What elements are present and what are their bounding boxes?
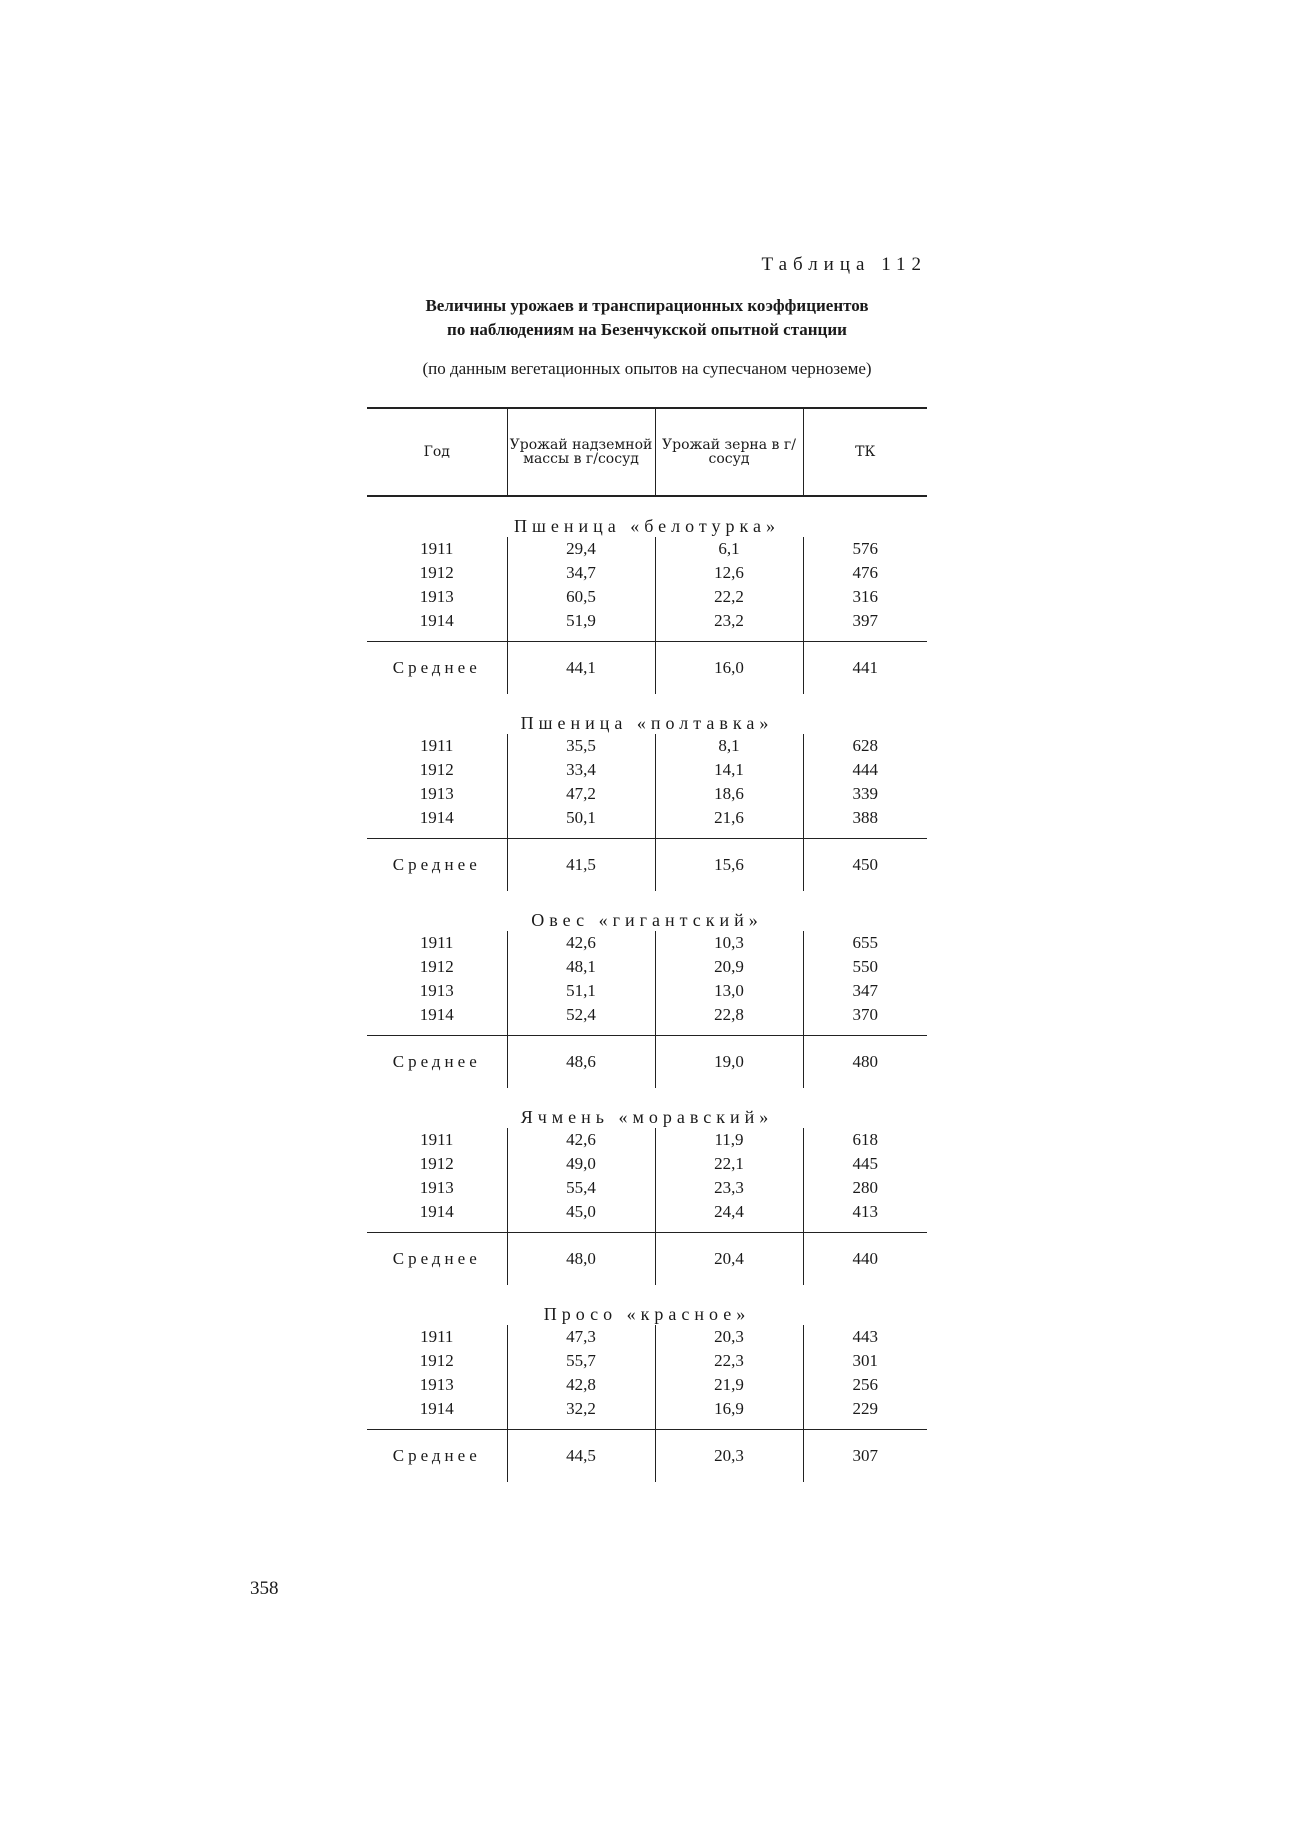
section-title: Пшеница «полтавка» xyxy=(520,713,774,733)
table-row xyxy=(367,806,927,839)
cell-tk: 370 xyxy=(852,1005,878,1024)
cell-tk: 628 xyxy=(852,736,878,755)
cell-tk: 339 xyxy=(852,784,878,803)
cell-tk: 229 xyxy=(852,1399,878,1418)
table-row xyxy=(367,1373,927,1397)
table-subtitle: (по данным вегетационных опытов на супесчаном черноземе) xyxy=(422,359,872,378)
cell-year: 1914 xyxy=(367,609,507,642)
cell-tk: 301 xyxy=(852,1351,878,1370)
cell-mass: 42,6 xyxy=(507,1128,655,1152)
header-mass: Урожай надземной массы в г/сосуд xyxy=(507,408,655,496)
cell-mass: 51,1 xyxy=(507,979,655,1003)
cell-grain: 13,0 xyxy=(655,979,803,1003)
cell-tk: 280 xyxy=(852,1178,878,1197)
average-grain: 20,4 xyxy=(655,1233,803,1286)
cell-mass: 47,3 xyxy=(507,1325,655,1349)
table-row xyxy=(367,1128,927,1152)
cell-grain: 20,3 xyxy=(655,1325,803,1349)
section-header-row xyxy=(367,1285,927,1325)
table-body xyxy=(367,496,927,1482)
cell-grain: 22,1 xyxy=(655,1152,803,1176)
average-label: Среднее xyxy=(367,1233,507,1286)
cell-mass: 60,5 xyxy=(507,585,655,609)
cell-mass: 34,7 xyxy=(507,561,655,585)
section-header-row xyxy=(367,891,927,931)
cell-tk: 550 xyxy=(852,957,878,976)
average-mass: 48,0 xyxy=(507,1233,655,1286)
cell-year: 1912 xyxy=(367,1152,507,1176)
cell-mass: 48,1 xyxy=(507,955,655,979)
cell-year: 1913 xyxy=(367,1176,507,1200)
average-grain: 19,0 xyxy=(655,1036,803,1089)
cell-grain: 20,9 xyxy=(655,955,803,979)
cell-grain: 12,6 xyxy=(655,561,803,585)
average-mass: 48,6 xyxy=(507,1036,655,1089)
table-row xyxy=(367,1152,927,1176)
table-title xyxy=(367,294,927,342)
section-title: Ячмень «моравский» xyxy=(520,1107,774,1127)
average-tk: 440 xyxy=(803,1233,927,1286)
cell-year: 1913 xyxy=(367,1373,507,1397)
cell-tk: 347 xyxy=(852,981,878,1000)
section-title: Просо «красное» xyxy=(543,1304,751,1324)
cell-year: 1914 xyxy=(367,1397,507,1430)
table-row xyxy=(367,734,927,758)
table-row xyxy=(367,561,927,585)
table-number: Таблица 112 xyxy=(761,254,927,275)
table-row xyxy=(367,585,927,609)
average-grain: 20,3 xyxy=(655,1430,803,1483)
table-row xyxy=(367,1397,927,1430)
cell-grain: 22,2 xyxy=(655,585,803,609)
cell-mass: 47,2 xyxy=(507,782,655,806)
cell-grain: 24,4 xyxy=(655,1200,803,1233)
cell-mass: 42,6 xyxy=(507,931,655,955)
average-tk: 441 xyxy=(803,642,927,695)
title-line-1: Величины урожаев и транспирационных коэффициентов xyxy=(425,296,869,315)
cell-year: 1913 xyxy=(367,782,507,806)
cell-year: 1911 xyxy=(367,734,507,758)
cell-year: 1914 xyxy=(367,806,507,839)
cell-mass: 35,5 xyxy=(507,734,655,758)
average-row xyxy=(367,642,927,695)
table-row xyxy=(367,758,927,782)
average-grain: 15,6 xyxy=(655,839,803,892)
cell-year: 1912 xyxy=(367,758,507,782)
cell-mass: 45,0 xyxy=(507,1200,655,1233)
table-row xyxy=(367,782,927,806)
table-row xyxy=(367,1176,927,1200)
table-row xyxy=(367,537,927,561)
cell-grain: 22,3 xyxy=(655,1349,803,1373)
cell-year: 1912 xyxy=(367,955,507,979)
cell-tk: 388 xyxy=(852,808,878,827)
cell-grain: 8,1 xyxy=(655,734,803,758)
table-row xyxy=(367,931,927,955)
cell-year: 1911 xyxy=(367,931,507,955)
header-row xyxy=(367,408,927,496)
average-row xyxy=(367,1430,927,1483)
cell-grain: 6,1 xyxy=(655,537,803,561)
average-row xyxy=(367,1233,927,1286)
cell-grain: 21,9 xyxy=(655,1373,803,1397)
average-label: Среднее xyxy=(367,1036,507,1089)
cell-grain: 23,2 xyxy=(655,609,803,642)
header-year: Год xyxy=(367,408,507,496)
cell-grain: 16,9 xyxy=(655,1397,803,1430)
table-row xyxy=(367,1003,927,1036)
cell-year: 1914 xyxy=(367,1003,507,1036)
cell-grain: 10,3 xyxy=(655,931,803,955)
average-tk: 480 xyxy=(803,1036,927,1089)
cell-tk: 316 xyxy=(852,587,878,606)
document-page xyxy=(367,250,927,1482)
cell-mass: 29,4 xyxy=(507,537,655,561)
cell-year: 1913 xyxy=(367,585,507,609)
cell-tk: 444 xyxy=(852,760,878,779)
cell-tk: 443 xyxy=(852,1327,878,1346)
cell-tk: 397 xyxy=(852,611,878,630)
cell-tk: 618 xyxy=(852,1130,878,1149)
table-row xyxy=(367,1349,927,1373)
cell-mass: 52,4 xyxy=(507,1003,655,1036)
table-row xyxy=(367,609,927,642)
average-tk: 307 xyxy=(803,1430,927,1483)
cell-tk: 445 xyxy=(852,1154,878,1173)
cell-year: 1912 xyxy=(367,561,507,585)
cell-mass: 55,4 xyxy=(507,1176,655,1200)
cell-mass: 50,1 xyxy=(507,806,655,839)
average-label: Среднее xyxy=(367,839,507,892)
cell-grain: 18,6 xyxy=(655,782,803,806)
section-header-row xyxy=(367,496,927,537)
cell-year: 1914 xyxy=(367,1200,507,1233)
average-mass: 41,5 xyxy=(507,839,655,892)
table-row xyxy=(367,955,927,979)
average-label: Среднее xyxy=(367,642,507,695)
average-row xyxy=(367,839,927,892)
average-label: Среднее xyxy=(367,1430,507,1483)
cell-mass: 49,0 xyxy=(507,1152,655,1176)
title-line-2: по наблюдениям на Безенчукской опытной станции xyxy=(447,320,847,339)
cell-year: 1911 xyxy=(367,537,507,561)
cell-tk: 256 xyxy=(852,1375,878,1394)
cell-year: 1913 xyxy=(367,979,507,1003)
table-row xyxy=(367,1325,927,1349)
table-row xyxy=(367,979,927,1003)
average-tk: 450 xyxy=(803,839,927,892)
average-mass: 44,5 xyxy=(507,1430,655,1483)
yield-table xyxy=(367,407,927,1482)
cell-grain: 23,3 xyxy=(655,1176,803,1200)
cell-mass: 55,7 xyxy=(507,1349,655,1373)
average-mass: 44,1 xyxy=(507,642,655,695)
average-row xyxy=(367,1036,927,1089)
section-header-row xyxy=(367,1088,927,1128)
cell-mass: 42,8 xyxy=(507,1373,655,1397)
section-title: Пшеница «белотурка» xyxy=(514,516,780,536)
cell-mass: 33,4 xyxy=(507,758,655,782)
cell-mass: 32,2 xyxy=(507,1397,655,1430)
cell-year: 1911 xyxy=(367,1325,507,1349)
cell-grain: 22,8 xyxy=(655,1003,803,1036)
header-tk: ТК xyxy=(803,408,927,496)
page-number: 358 xyxy=(250,1578,279,1599)
cell-tk: 413 xyxy=(852,1202,878,1221)
section-header-row xyxy=(367,694,927,734)
cell-year: 1911 xyxy=(367,1128,507,1152)
cell-tk: 576 xyxy=(852,539,878,558)
cell-mass: 51,9 xyxy=(507,609,655,642)
cell-tk: 655 xyxy=(852,933,878,952)
section-title: Овес «гигантский» xyxy=(531,910,763,930)
cell-grain: 14,1 xyxy=(655,758,803,782)
table-row xyxy=(367,1200,927,1233)
cell-year: 1912 xyxy=(367,1349,507,1373)
cell-grain: 21,6 xyxy=(655,806,803,839)
average-grain: 16,0 xyxy=(655,642,803,695)
header-grain: Урожай зерна в г/сосуд xyxy=(655,408,803,496)
cell-tk: 476 xyxy=(852,563,878,582)
cell-grain: 11,9 xyxy=(655,1128,803,1152)
